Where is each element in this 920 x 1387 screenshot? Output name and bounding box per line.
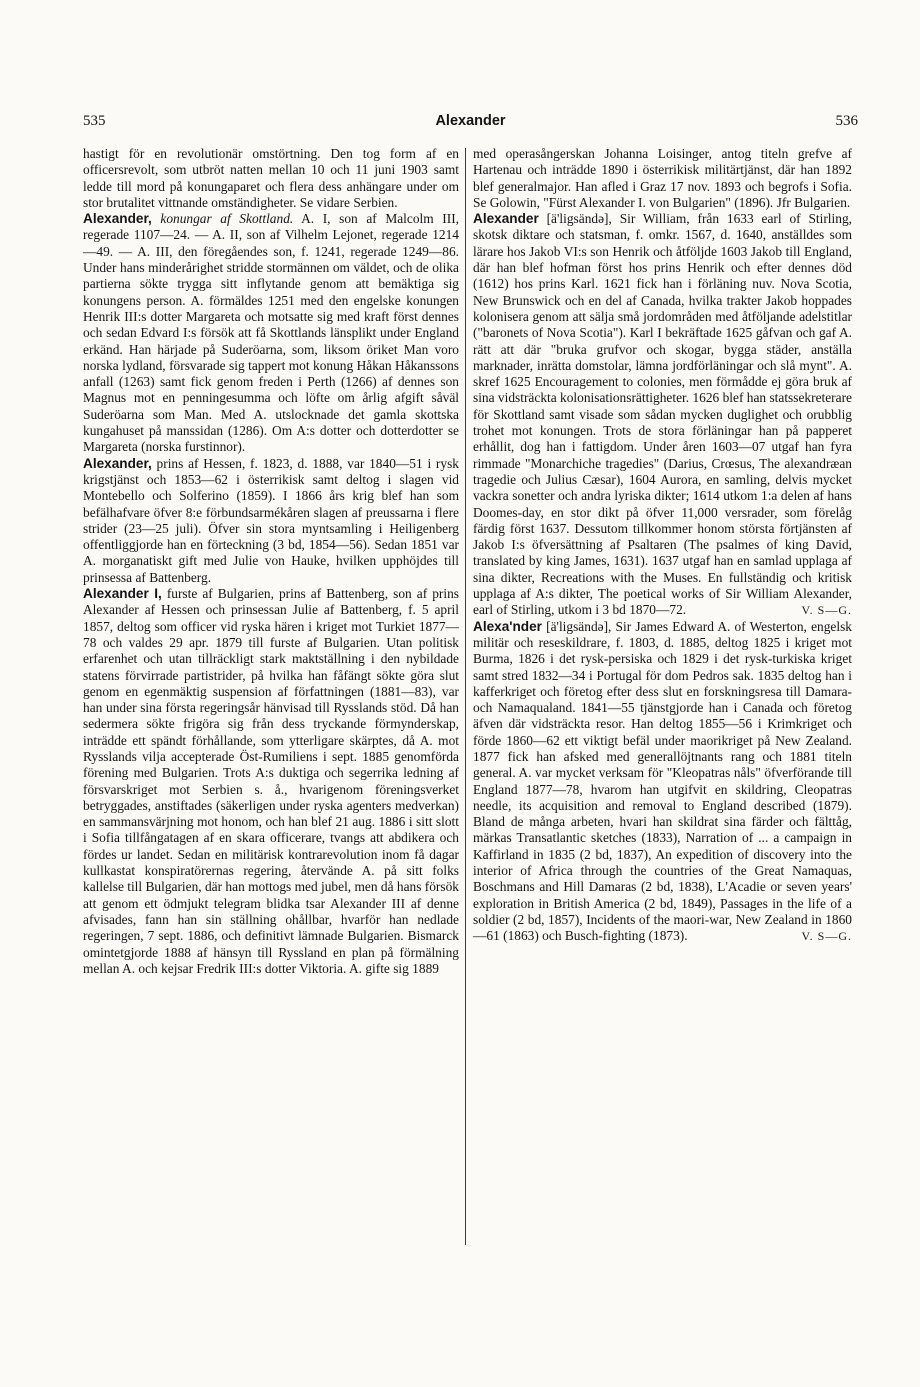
entry	[83, 586, 459, 977]
entry	[473, 146, 852, 211]
entry	[83, 456, 459, 586]
entry-subtitle: konungar af Skottland.	[160, 211, 294, 227]
entry-text: A. I, son af Malcolm III, regerade 1107—24. — A. II, son af Vilhelm Lejonet, regerade 1214—49. — A. III, den föregåendes son, f. 1241, regerade 1249—86. Under hans minderårighet stridde stormännen om väldet, och de olika partierna sökte trygga sitt inflytande genom att bemäktiga sig konungens person. A. förmäldes 1251 med den engelske konungen Henrik III:s dotter Margareta och motsatte sig med kraft först dennes och sedan Edvard I:s försök att få Skottlands länsplikt under England erkänd. Han härjade på Suderöarna, som, liksom öriket Man voro norska lydland, försvarade sig tappert mot konung Håkan Håkanssons anfall (1263) samt fick genom freden i Perth (1266) af dennes son Magnus mot en penningesumma och löfte om årlig afgift såväl Suderöarna som Man. Med A. utslocknade det gamla skottska kungahuset på manssidan (1286). Om A:s dotter och dotterdotter se Margareta (norska furstinnor).	[83, 211, 459, 455]
right-column	[473, 146, 852, 945]
entry-text: hastigt för en revolutionär omstörtning. Den tog form af en officersrevolt, som utbröt natten mellan 10 och 11 juni 1903 samt ledde till mord på konungaparet och flera dess anhängare under om stor brutalitet vittnande omständigheter. Se vidare Serbien.	[83, 146, 459, 210]
running-title: Alexander	[435, 113, 506, 129]
author-signature: V. S—G.	[801, 603, 852, 618]
column-divider	[465, 148, 466, 1245]
entry	[473, 619, 852, 945]
entry-headword: Alexa'nder	[473, 618, 542, 634]
author-signature: V. S—G.	[801, 929, 852, 944]
entry-headword: Alexander	[473, 211, 539, 227]
entry-text: prins af Hessen, f. 1823, d. 1888, var 1840—51 i rysk krigstjänst och 1853—62 i österrikisk samt deltog i slagen vid Montebello och Solferino (1859). I 1866 års krig blef han som befälhafvare öfver 8:e förbundsarmékåren slagen af preussarna i flere strider (23—25 juli). Öfver sin stora myntsamling i Heiligenberg offentliggjorde han en förteckning (3 bd, 1854—56). Sedan 1851 var A. morganatiskt gift med Julie von Hauke, hvilken upphöjdes till prinsessa af Battenberg.	[83, 455, 459, 585]
entry	[83, 211, 459, 455]
entry	[83, 146, 459, 211]
entry-headword: Alexander I,	[83, 586, 162, 602]
page-header	[83, 109, 858, 133]
entry-headword: Alexander,	[83, 455, 152, 471]
page-number-right: 536	[835, 113, 858, 129]
entry	[473, 211, 852, 618]
entry-text: furste af Bulgarien, prins af Battenberg, son af prins Alexander af Hessen och prinsessan Julie af Battenberg, f. 5 april 1857, deltog som officer vid ryska hären i kriget mot Turkiet 1877—78 och valdes 29 apr. 1879 till furste af Bulgarien. Utan politisk erfarenhet och utan tillräckligt stark maktställning i den nybildade statens förvirrade partistrider, på hvilka han fåfängt sökte göra slut genom en egenmäktig suspension af författningen (1881—83), var han under sina första regeringsår hänvisad till Rysslands stöd. Då han sedermera sökte frigöra sig från dess tryckande förmynderskap, inträdde ett spändt förhållande, som ytterligare skärptes, då A. mot Rysslands vilja accepterade Öst-Rumiliens i sept. 1885 genomförda förening med Bulgarien. Trots A:s duktiga och segerrika ledning af försvarskriget mot Serbien s. å., hvarigenom föreningsverket betryggades, anstiftades (säkerligen under ryska agenters medverkan) en sammansvärjning mot honom, och han blef 21 aug. 1886 i sitt slott i Sofia tillfångatagen af en skara officerare, tvangs att abdikera och fördes ur landet. Sedan en militärisk kontrarevolution inom få dagar kullkastat konspiratörernas regering, återvände A. på sitt folks kallelse till Bulgarien, där han mottogs med jubel, men då hans försök att genom ett ödmjukt telegram blidka tsar Alexander III af denne afvisades, fann han sin ställning ohållbar, hvarför han nedlade regeringen, 7 sept. 1886, och definitivt lämnade Bulgarien. Bismarck omintetgjorde 1888 af hänsyn till Ryssland en plan på förmälning mellan A. och kejsar Fredrik III:s dotter Viktoria. A. gifte sig 1889	[83, 586, 459, 976]
entry-headword: Alexander,	[83, 211, 152, 227]
page-number-left: 535	[83, 113, 106, 129]
entry-text: [ä'ligsändə], Sir James Edward A. of Westerton, engelsk militär och reseskildrare, f. 1803, d. 1885, deltog 1825 i kriget mot Burma, 1826 i det rysk-persiska och 1829 i det rysk-turkiska kriget samt stred 1832—34 i Portugal för dom Pedros sak. 1835 deltog han i kafferkriget och företog efter dess slut en forskningsresa till Damara- och Namaqualand. 1841—55 tjänstgjorde han i Canada och företog äfven där vidsträckta resor. Han deltog 1855—56 i Krimkriget och förde 1860—62 ett viktigt befäl under maorikriget på New Zealand. 1877 fick han afsked med generallöjtnants rang och 1881 titeln general. A. var mycket verksam för "Kleopatras nåls" öfverförande till England 1877—78, hvarom han utgifvit en skildring, Cleopatras needle, its acquisition and removal to England described (1879). Bland de många arbeten, hvari han skildrat sina färder och fälttåg, märkas Transatlantic sketches (1833), Narration of ... a campaign in Kaffirland in 1835 (2 bd, 1837), An expedition of discovery into the interior of Africa through the countries of the Great Namaquas, Boschmans and Hill Damaras (2 bd, 1838), L'Acadie or seven years' exploration in British America (2 bd, 1849), Passages in the life of a soldier (2 bd, 1857), Incidents of the maori-war, New Zealand in 1860—61 (1863) och Busch-fighting (1873).	[473, 618, 852, 944]
entry-text: [ä'ligsändə], Sir William, från 1633 earl of Stirling, skotsk diktare och statsman, f. omkr. 1567, d. 1640, anställdes som lärare hos Jakob VI:s son Henrik och åtföljde 1603 Jakob till England, där han blef hofman först hos prins Henrik och efter dennes död (1612) hos prins Karl. 1621 fick han i förläning nuv. Nova Scotia, New Brunswick och en del af Canada, hvilka trakter Jakob hoppades kolonisera genom att sälja små jordområden med åtföljande adelstitlar ("baronets of Nova Scotia"). Karl I bekräftade 1625 gåfvan och gaf A. rätt att där "bruka grufvor och skogar, bygga städer, anställa marknader, inrätta domstolar, lämna jordförläningar och slå mynt". A. skref 1625 Encouragement to colonies, men förmådde ej göra bruk af sina vidsträckta kolonisationsrättigheter. 1626 blef han statssekreterare för Skottland samt visade som sådan mycken duglighet och orubblig trohet mot konungen. Trots de stora förläningar han på papperet erhållit, dog han i fattigdom. Under åren 1603—07 utgaf han fyra rimmade "Monarchiche tragedies" (Darius, Crœsus, The alexandræan tragedie och Julius Cæsar), 1604 Aurora, en samling, delvis mycket vackra sonetter och andra lyriska dikter; 1614 utkom 1:a delen af hans Doomes-day, en stor dikt på öfver 11,000 versrader, som förelåg färdig först 1637. Dessutom tillkommer honom största förtjänsten af Jakob I:s öfversättning af Psaltaren (The psalmes of king David, translated by king James, 1631). 1637 utgaf han en samlad upplaga af sina dikter, Recreations with the Muses. En fullständig och kritisk upplaga af A:s dikter, The poetical works of Sir William Alexander, earl of Stirling, utkom i 3 bd 1870—72.	[473, 211, 852, 618]
entry-text: med operasångerskan Johanna Loisinger, antog titeln grefve af Hartenau och inträdde 1890 i österrikisk militärtjänst, där han 1892 blef generalmajor. Han afled i Graz 17 nov. 1893 och begrofs i Sofia. Se Golowin, "Fürst Alexander I. von Bulgarien" (1896). Jfr Bulgarien.	[473, 146, 852, 210]
left-column	[83, 146, 459, 977]
